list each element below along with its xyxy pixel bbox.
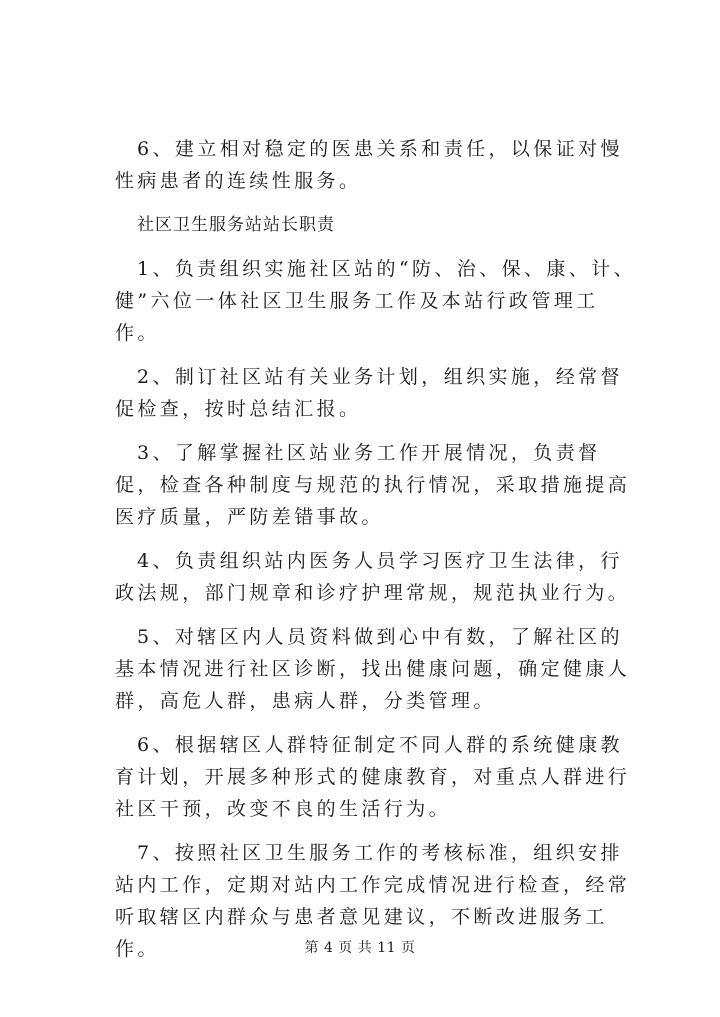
paragraph-item-2: 2、制订社区站有关业务计划，组织实施，经常督促检查，按时总结汇报。	[115, 366, 623, 420]
paragraph-item-6-continuity: 6、建立相对稳定的医患关系和责任，以保证对慢性病患者的连续性服务。	[115, 138, 623, 192]
paragraph-item-6: 6、根据辖区人群特征制定不同人群的系统健康教育计划，开展多种形式的健康教育，对重点人群进行社区干预，改变不良的生活行为。	[115, 734, 631, 820]
document-body	[115, 133, 640, 977]
section-heading: 社区卫生服务站站长职责	[137, 215, 335, 235]
paragraph-item-5: 5、对辖区内人员资料做到心中有数，了解社区的基本情况进行社区诊断，找出健康问题，确定健康人群，高危人群，患病人群，分类管理。	[115, 626, 631, 712]
paragraph-item-4: 4、负责组织站内医务人员学习医疗卫生法律，行政法规，部门规章和诊疗护理常规，规范执业行为。	[115, 550, 631, 604]
paragraph-item-1: 1、负责组织实施社区站的“防、治、保、康、计、健”六位一体社区卫生服务工作及本站行政管理工作。	[115, 258, 637, 344]
paragraph-item-7: 7、按照社区卫生服务工作的考核标准，组织安排站内工作，定期对站内工作完成情况进行检查，经常听取辖区内群众与患者意见建议，不断改进服务工作。	[115, 842, 631, 960]
paragraph-item-3: 3、了解掌握社区站业务工作开展情况，负责督促，检查各种制度与规范的执行情况，采取措施提高医疗质量，严防差错事故。	[115, 442, 631, 528]
page-number-footer: 第 4 页 共 11 页	[304, 940, 416, 956]
